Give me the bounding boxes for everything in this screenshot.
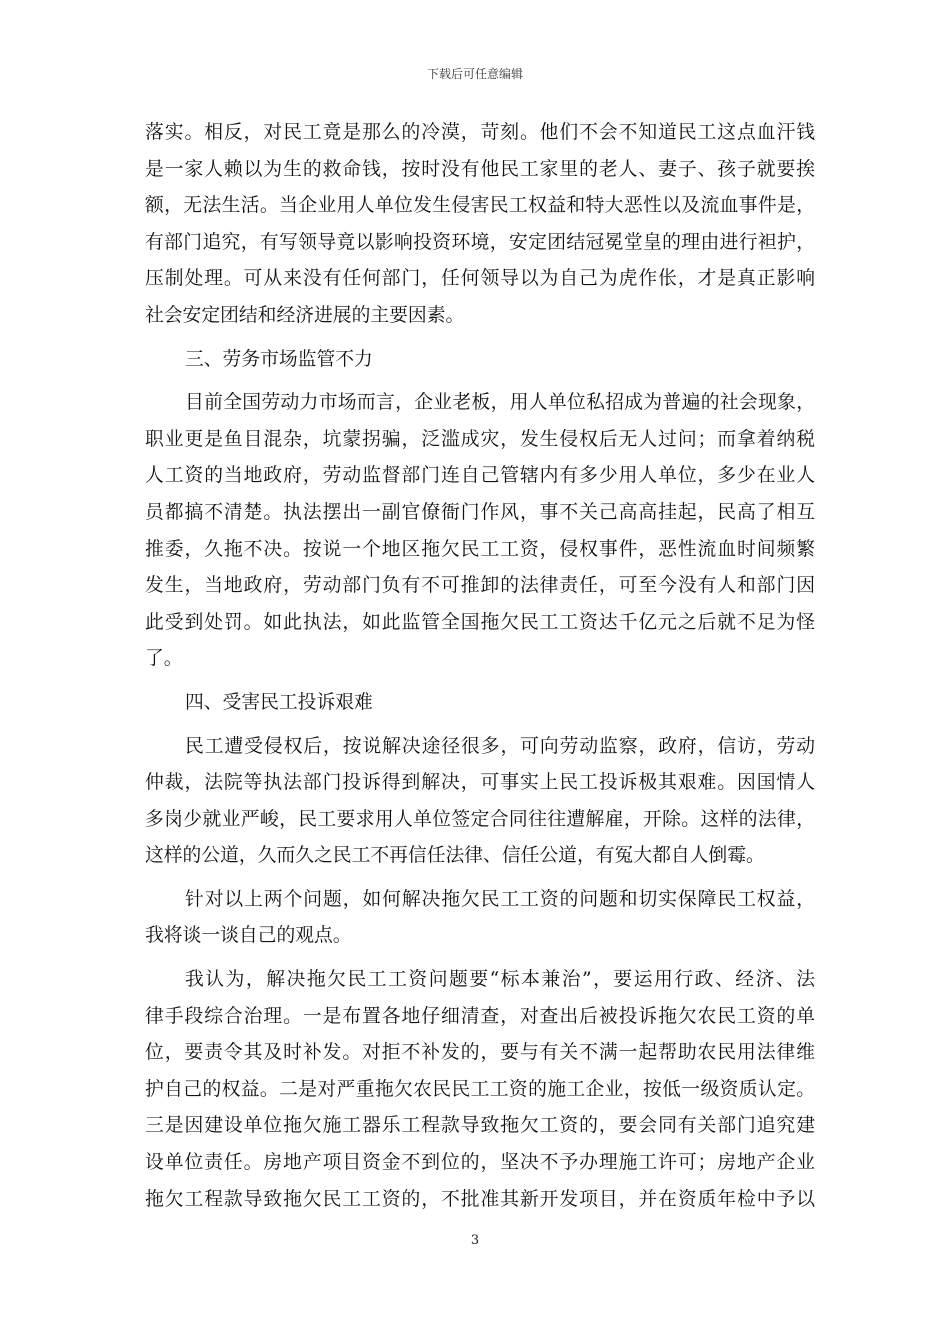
text-line: 员都搞不清楚。执法摆出一副官僚衙门作风，事不关己高高挂起，民高了相互 [145, 501, 815, 523]
text-line: 了。 [145, 648, 183, 670]
text-line: 针对以上两个问题，如何解决拖欠民工工资的问题和切实保障民工权益， [185, 888, 815, 910]
text-line: 三是因建设单位拖欠施工器乐工程款导致拖欠工资的，要会同有关部门追究建 [145, 1115, 815, 1137]
text-line: 设单位责任。房地产项目资金不到位的，坚决不予办理施工许可；房地产企业 [145, 1152, 815, 1174]
text-line: 是一家人赖以为生的救命钱，按时没有他民工家里的老人、妻子、孩子就要挨 [145, 158, 815, 180]
text-line: 拖欠工程款导致拖欠民工工资的，不批准其新开发项目，并在资质年检中予以 [145, 1188, 815, 1210]
text-line: 位，要责令其及时补发。对拒不补发的，要与有关不满一起帮助农民用法律维 [145, 1042, 815, 1064]
text-line: 我将谈一谈自己的观点。 [145, 925, 352, 947]
text-line: 目前全国劳动力市场而言，企业老板，用人单位私招成为普遍的社会现象， [185, 392, 815, 414]
section-heading: 四、受害民工投诉艰难 [185, 691, 373, 713]
section-heading: 三、劳务市场监管不力 [185, 348, 373, 370]
text-line: 我认为，解决拖欠民工工资问题要“标本兼治”，要运用行政、经济、法 [185, 969, 815, 991]
page-header: 下载后可任意编辑 [426, 67, 523, 81]
text-line: 推委，久拖不决。按说一个地区拖欠民工工资，侵权事件，恶性流血时间频繁 [145, 538, 815, 560]
text-line: 人工资的当地政府，劳动监督部门连自己管辖内有多少用人单位，多少在业人 [145, 465, 815, 487]
text-line: 有部门追究，有写领导竟以影响投资环境，安定团结冠冕堂皇的理由进行袒护， [145, 231, 815, 253]
text-line: 此受到处罚。如此执法，如此监管全国拖欠民工工资达千亿元之后就不足为怪 [145, 611, 815, 633]
text-line: 额，无法生活。当企业用人单位发生侵害民工权益和特大恶性以及流血事件是， [145, 195, 815, 217]
text-line: 律手段综合治理。一是布置各地仔细清查，对查出后被投诉拖欠农民工资的单 [145, 1005, 815, 1027]
text-line: 多岗少就业严峻，民工要求用人单位签定合同往往遭解雇，开除。这样的法律， [145, 808, 815, 830]
text-line: 压制处理。可从来没有任何部门，任何领导以为自己为虎作伥，才是真正影响 [145, 268, 815, 290]
document-body [145, 115, 815, 1218]
text-line: 护自己的权益。二是对严重拖欠农民民工工资的施工企业，按低一级资质认定。 [145, 1078, 815, 1100]
text-line: 职业更是鱼目混杂，坑蒙拐骗，泛滥成灾，发生侵权后无人过问；而拿着纳税 [145, 428, 815, 450]
text-line: 仲裁，法院等执法部门投诉得到解决，可事实上民工投诉极其艰难。因国情人 [145, 772, 815, 794]
page-number: 3 [470, 1233, 480, 1248]
text-line: 社会安定团结和经济进展的主要因素。 [145, 304, 465, 326]
text-line: 这样的公道，久而久之民工不再信任法律、信任公道，有冤大都自人倒霉。 [145, 845, 765, 867]
text-line: 民工遭受侵权后，按说解决途径很多，可向劳动监察，政府，信访，劳动 [185, 735, 815, 757]
text-line: 发生，当地政府，劳动部门负有不可推卸的法律责任，可至今没有人和部门因 [145, 575, 815, 597]
text-line: 落实。相反，对民工竟是那么的冷漠，苛刻。他们不会不知道民工这点血汗钱 [145, 122, 815, 143]
